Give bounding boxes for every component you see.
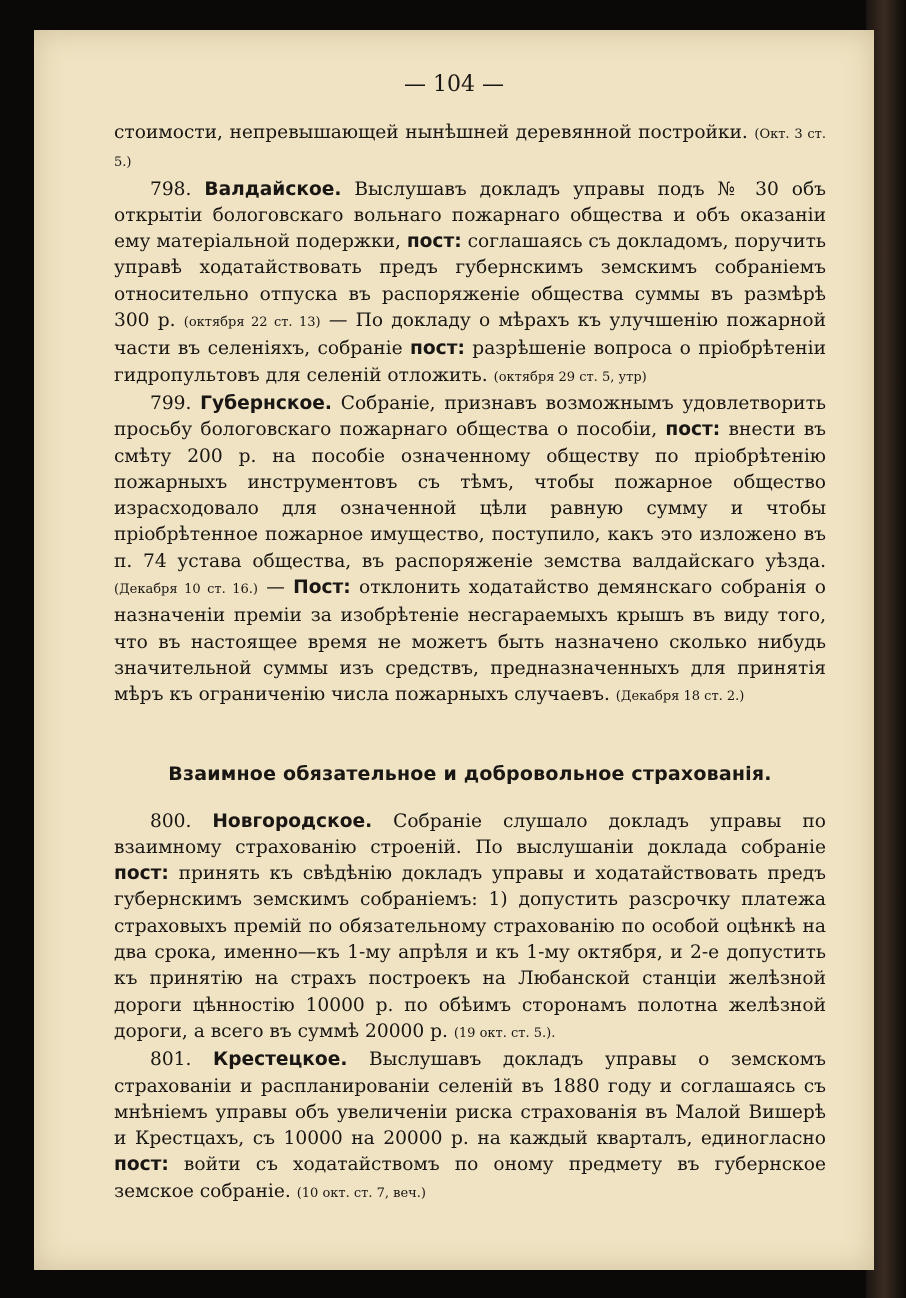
entry-text: соглашаясь съ докладомъ, поручить управѣ ходатайствовать предъ губернскимъ земскимъ собраніемъ относительно отпуска въ распоряженіе общества суммы въ размѣрѣ 300 р. — [114, 231, 826, 332]
resolution-marker: пост: — [114, 1154, 169, 1176]
entry-name: Крестецкое. — [213, 1049, 348, 1071]
entry-text: Собраніе слушало докладъ управы по взаимному страхованію строеній. По выслушаніи доклада собраніе — [114, 810, 826, 858]
entry-text: внести въ смѣту 200 р. на пособіе означенному обществу по пріобрѣтенію пожарныхъ инструментовъ съ тѣмъ, чтобы пожарное общество израсходовало для означенной цѣли равную сумму и чтобы пріобрѣтенное пожарное имущество, поступило, какъ это изложено въ п. 74 устава общества, въ распоряженіе земства валдайскаго уѣзда. — [114, 419, 827, 572]
entry-name: Валдайское. — [204, 178, 342, 200]
page-body — [114, 120, 826, 1207]
session-reference: (октября 29 ст. 5, утр) — [493, 369, 647, 385]
entry-801 — [114, 1047, 826, 1207]
resolution-marker: пост: — [665, 419, 721, 441]
page-number: — 104 — — [404, 72, 504, 97]
session-reference: (19 окт. ст. 5.). — [453, 1025, 556, 1041]
intro-line — [114, 120, 826, 177]
session-reference: (10 окт. ст. 7, веч.) — [296, 1185, 426, 1201]
session-reference: (Декабря 10 ст. 16.) — [114, 582, 258, 598]
entry-text: Выслушавъ докладъ управы о земскомъ страхованіи и распланированіи селеній въ 1880 году и соглашаясь съ мнѣніемъ управы объ увеличеніи риска страхованія въ Малой Вишерѣ и Крестцахъ, съ 10000 на 20000 р. на каждый кварталъ, единогласно — [114, 1049, 826, 1150]
entries-bottom — [114, 809, 826, 1207]
resolution-marker: пост: — [114, 863, 169, 885]
session-reference: (Декабря 18 ст. 2.) — [615, 689, 745, 705]
entry-number: 800. — [150, 810, 192, 832]
entry-800 — [114, 809, 826, 1048]
entry-text: принять къ свѣдѣнію докладъ управы и ходатайствовать предъ губернскимъ земскимъ собраніемъ: 1) допустить разсрочку платежа страховыхъ премій по обязательному страхованію по особой оцѣнкѣ на два срока, именно—къ 1-му апрѣля и къ 1-му октября, и 2-е допустить къ принятію на страхъ построекъ на Любанской станціи желѣзной дороги цѣнностію 10000 р. по обѣимъ сторонамъ полотна желѣзной дороги, а всего въ суммѣ 20000 р. — [114, 863, 826, 1042]
entry-text: — По докладу о мѣрахъ къ улучшенію пожарной части въ селеніяхъ, собраніе — [114, 310, 826, 360]
session-reference: (октября 22 ст. 13) — [183, 315, 321, 331]
entries-top — [114, 177, 826, 711]
entry-text: войти съ ходатайствомъ по оному предмету въ губернское земское собраніе. — [114, 1154, 826, 1202]
resolution-marker: пост: — [410, 338, 465, 360]
resolution-marker: пост: — [406, 231, 462, 253]
entry-text: Собраніе, признавъ возможнымъ удовлетворить просьбу бологовскаго пожарнаго общества о пособіи, — [114, 392, 826, 441]
entry-798 — [114, 177, 826, 391]
entry-799 — [114, 391, 826, 711]
entry-number: 798. — [150, 178, 192, 200]
entry-number: 801. — [150, 1049, 192, 1071]
entry-name: Новгородское. — [212, 810, 373, 832]
section-title: Взаимное обязательное и добровольное страхованія. — [168, 762, 772, 785]
intro-ref: (Окт. 3 ст. 5.) — [114, 127, 826, 171]
intro-text: стоимости, непревышающей нынѣшней деревянной постройки. — [114, 122, 748, 143]
document-page — [34, 30, 874, 1270]
resolution-marker: Пост: — [293, 577, 351, 599]
entry-text: — — [257, 577, 294, 599]
entry-text: отклонить ходатайство демянскаго собранія о назначеніи преміи за изобрѣтеніе несгараемыхъ крышъ въ виду того, что въ настоящее время не можетъ быть назначено сколько нибудь значительной суммы изъ средствъ, предназначенныхъ для принятія мѣръ къ ограниченію числа пожарныхъ случаевъ. — [114, 577, 826, 706]
entry-text: разрѣшеніе вопроса о пріобрѣтеніи гидропультовъ для селеній отложить. — [114, 338, 827, 386]
entry-number: 799. — [150, 392, 192, 414]
entry-name: Губернское. — [200, 392, 332, 414]
entry-text: Выслушавъ докладъ управы подъ № 30 объ открытіи бологовскаго вольнаго пожарнаго общества и объ оказаніи ему матеріальной подержки, — [114, 178, 826, 253]
